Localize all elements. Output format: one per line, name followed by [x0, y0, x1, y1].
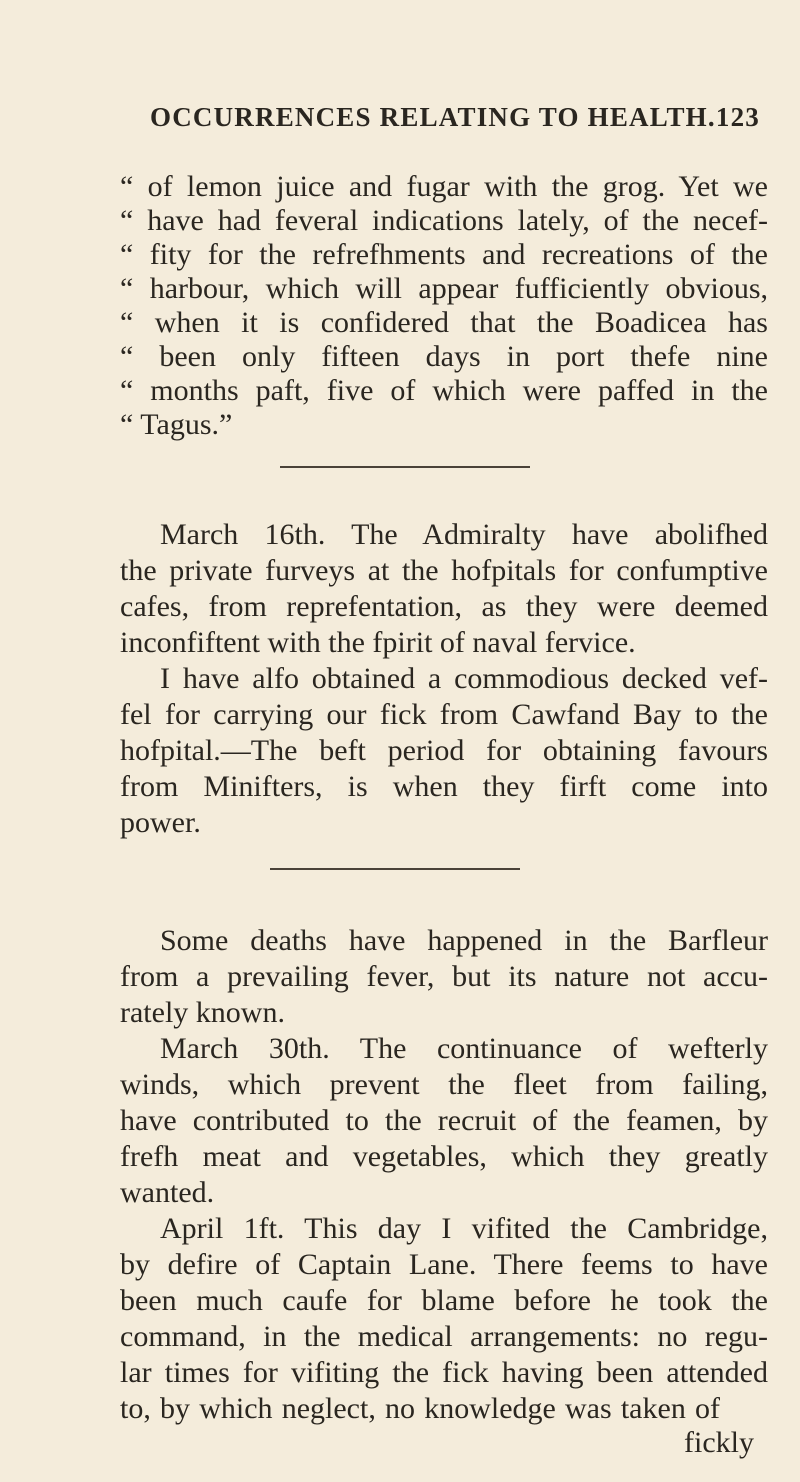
quote-line: “ been only fifteen days in port thefe nine — [120, 340, 768, 373]
text-line: command, in the medical arrangements: no regu- — [120, 1320, 768, 1353]
text-line: cafes, from reprefentation, as they were deemed — [120, 590, 768, 623]
quote-line: “ harbour, which will appear fufficiently obvious, — [120, 272, 768, 305]
quote-line: “ when it is confidered that the Boadicea has — [120, 306, 768, 339]
text-line: to, by which neglect, no knowledge was taken of — [120, 1392, 720, 1425]
catchword: fickly — [684, 1426, 754, 1459]
text-line: hofpital.—The beft period for obtaining favours — [120, 734, 768, 767]
section-divider — [280, 466, 530, 468]
quote-line: “ months paft, five of which were paffed in the — [120, 374, 768, 407]
header-title: OCCURRENCES RELATING TO HEALTH. — [150, 102, 716, 132]
text-line: rately known. — [120, 996, 285, 1029]
text-line: wanted. — [120, 1176, 215, 1209]
page-number: 123 — [715, 102, 760, 132]
text-line: fel for carrying our fick from Cawfand Bay to the — [120, 698, 768, 731]
text-line: the private furveys at the hofpitals for confumptive — [120, 554, 768, 587]
text-line: power. — [120, 806, 201, 839]
running-header — [150, 102, 760, 133]
text-line: March 16th. The Admiralty have abolifhed — [160, 518, 768, 551]
quote-line: “ fity for the refrefhments and recreations of the — [120, 238, 768, 271]
text-line: inconfiftent with the fpirit of naval fervice. — [120, 626, 636, 659]
text-line: have contributed to the recruit of the feamen, by — [120, 1104, 768, 1137]
quote-line: “ of lemon juice and fugar with the grog. Yet we — [120, 170, 768, 203]
text-line: frefh meat and vegetables, which they greatly — [120, 1140, 768, 1173]
text-line: March 30th. The continuance of wefterly — [160, 1032, 768, 1065]
quote-line: “ have had feveral indications lately, of the necef- — [120, 204, 768, 237]
text-line: April 1ft. This day I vifited the Cambridge, — [160, 1212, 768, 1245]
text-line: winds, which prevent the fleet from failing, — [120, 1068, 768, 1101]
quote-line: “ Tagus.” — [120, 408, 233, 441]
section-divider — [270, 868, 520, 870]
text-line: been much caufe for blame before he took the — [120, 1284, 768, 1317]
text-line: I have alfo obtained a commodious decked vef- — [160, 662, 768, 695]
text-line: lar times for vifiting the fick having been attended — [120, 1356, 768, 1389]
text-line: Some deaths have happened in the Barfleur — [160, 924, 768, 957]
text-line: by defire of Captain Lane. There feems to have — [120, 1248, 768, 1281]
text-line: from a prevailing fever, but its nature not accu- — [120, 960, 768, 993]
text-line: from Minifters, is when they firft come into — [120, 770, 768, 803]
